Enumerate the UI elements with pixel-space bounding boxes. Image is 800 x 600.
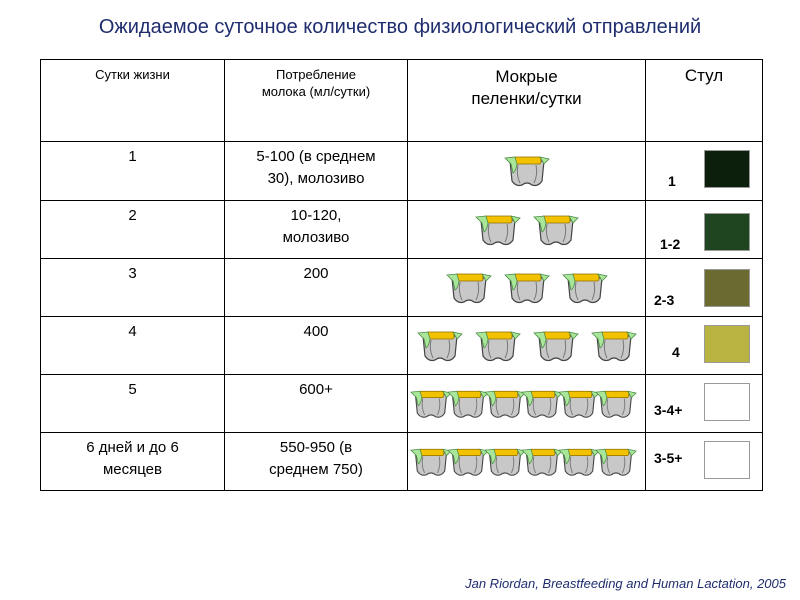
stool-count: 2-3 (654, 292, 675, 308)
cell-stool (646, 142, 763, 201)
output-table (40, 59, 763, 491)
diaper-icon (558, 442, 600, 482)
diaper-row (408, 259, 645, 316)
milk-line1: 550-950 (в (279, 439, 353, 456)
milk-line1: 400 (303, 323, 329, 340)
diaper-row (408, 317, 645, 374)
milk-line2: молозиво (282, 229, 350, 246)
diaper-icon (484, 442, 526, 482)
diaper-icon (595, 384, 637, 424)
milk-line1: 200 (303, 265, 329, 282)
cell-milk (225, 259, 408, 317)
diaper-icon (504, 268, 550, 308)
cell-stool (646, 433, 763, 491)
cell-wet-diapers (408, 375, 646, 433)
stool-color-swatch (704, 441, 750, 479)
diaper-icon (447, 384, 489, 424)
header-age-label: Сутки жизни (95, 67, 170, 82)
stool-count: 1 (668, 173, 676, 189)
cell-age (41, 201, 225, 259)
age-line1: 3 (128, 265, 137, 282)
citation: Jan Riordan, Breastfeeding and Human Lactation, 2005 (465, 576, 786, 591)
diaper-row (408, 201, 645, 258)
diaper-icon (410, 442, 452, 482)
cell-stool (646, 201, 763, 259)
diaper-icon (417, 326, 463, 366)
header-age (41, 60, 225, 142)
diaper-icon (533, 210, 579, 250)
diaper-icon (504, 151, 550, 191)
table-header-row (41, 60, 763, 142)
diaper-icon (558, 384, 600, 424)
diaper-icon (475, 210, 521, 250)
cell-stool (646, 317, 763, 375)
cell-stool (646, 375, 763, 433)
diaper-icon (591, 326, 637, 366)
stool-color-swatch (704, 150, 750, 188)
cell-milk (225, 317, 408, 375)
cell-age (41, 433, 225, 491)
header-wet-line2: пеленки/сутки (471, 89, 582, 108)
stool-count: 1-2 (660, 236, 681, 252)
milk-line1: 5-100 (в среднем (256, 148, 376, 165)
stool-count: 3-4+ (654, 402, 683, 418)
cell-stool (646, 259, 763, 317)
table-row (41, 201, 763, 259)
diaper-icon (521, 384, 563, 424)
diaper-icon (562, 268, 608, 308)
table-row (41, 259, 763, 317)
cell-wet-diapers (408, 259, 646, 317)
diaper-icon (533, 326, 579, 366)
diaper-icon (475, 326, 521, 366)
age-line1: 4 (128, 323, 137, 340)
cell-wet-diapers (408, 201, 646, 259)
diaper-icon (595, 442, 637, 482)
cell-age (41, 259, 225, 317)
stool-count: 4 (672, 344, 680, 360)
cell-wet-diapers (408, 142, 646, 201)
cell-wet-diapers (408, 317, 646, 375)
header-milk-line2: молока (мл/сутки) (261, 84, 371, 99)
stool-color-swatch (704, 269, 750, 307)
milk-line1: 10-120, (290, 207, 342, 224)
diaper-icon (410, 384, 452, 424)
header-wet-diapers (408, 60, 646, 142)
table-row (41, 142, 763, 201)
header-milk (225, 60, 408, 142)
header-stool (646, 60, 763, 142)
header-milk-line1: Потребление (276, 67, 356, 82)
age-line1: 1 (128, 148, 137, 165)
cell-milk (225, 375, 408, 433)
cell-milk (225, 142, 408, 201)
stool-count: 3-5+ (654, 450, 683, 466)
stool-color-swatch (704, 383, 750, 421)
diaper-row (408, 142, 645, 200)
diaper-icon (447, 442, 489, 482)
diaper-row (408, 433, 645, 490)
age-line1: 6 дней и до 6 (86, 439, 179, 456)
page-title: Ожидаемое суточное количество физиологический отправлений (98, 16, 702, 38)
stool-color-swatch (704, 213, 750, 251)
cell-wet-diapers (408, 433, 646, 491)
header-wet-line1: Мокрые (495, 67, 558, 86)
diaper-icon (484, 384, 526, 424)
table-row (41, 433, 763, 491)
age-line1: 2 (128, 207, 137, 224)
diaper-row (408, 375, 645, 432)
stool-color-swatch (704, 325, 750, 363)
milk-line1: 600+ (299, 381, 333, 398)
header-stool-label: Стул (684, 66, 724, 85)
diaper-icon (521, 442, 563, 482)
diaper-icon (446, 268, 492, 308)
age-line2: месяцев (102, 461, 162, 478)
cell-milk (225, 201, 408, 259)
cell-age (41, 142, 225, 201)
table-row (41, 317, 763, 375)
age-line1: 5 (128, 381, 137, 398)
cell-age (41, 317, 225, 375)
milk-line2: 30), молозиво (267, 170, 365, 187)
milk-line2: среднем 750) (269, 461, 363, 478)
table-row (41, 375, 763, 433)
cell-milk (225, 433, 408, 491)
cell-age (41, 375, 225, 433)
